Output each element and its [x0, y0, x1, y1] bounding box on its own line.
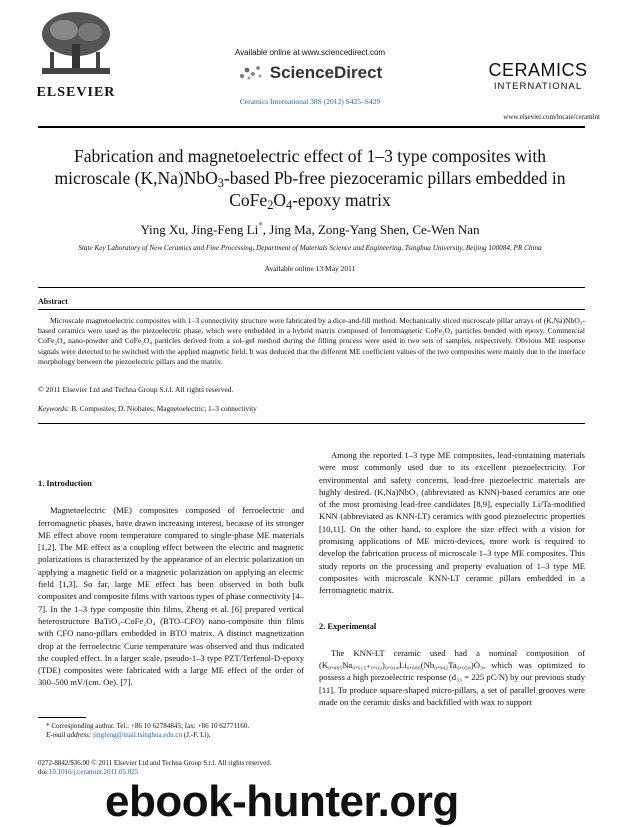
corresponding-author-mark[interactable]: * — [258, 220, 263, 231]
bottom-info — [38, 759, 358, 777]
abstract-heading: Abstract — [38, 297, 68, 306]
journal-logo — [483, 60, 593, 92]
sciencedirect-label: ScienceDirect — [269, 63, 383, 82]
sciencedirect-logo[interactable] — [160, 63, 460, 83]
journal-reference-link[interactable]: Ceramics International 38S (2012) S425–S429 — [239, 97, 381, 106]
email-link[interactable]: jingfeng@mail.tsinghua.edu.cn — [93, 731, 183, 740]
title-line-1: Fabrication and magnetoelectric effect of 1–3 type composites with — [73, 146, 547, 166]
authors-first: Ying Xu, Jing-Feng Li — [140, 222, 259, 237]
affiliation: State Key Laboratory of New Ceramics and Fine Processing, Department of Materials Science and Engineering, Tsinghua University, Beijing 100084, PR China — [78, 244, 542, 252]
elsevier-logo — [30, 8, 122, 108]
experimental-paragraph-1: The KNN-LT ceramic used had a nominal composition of (K₀.₄₈₅Na₀.₅₁₅₊₀.₀₂)₀.₉₁₄Li₀.₀₈₆(Nb₀.₉₄₂Ta₀.₀₅₈)O₃, which was optimized to possess a high piezoelectric response (d₃₃ = 225 pC/N) by our previous study [11]. To produce square-shaped micro-pillars, a set of parallel grooves were made on the ceramic disks and backfilled with wax to support — [319, 647, 585, 708]
authors-rest: , Jing Ma, Zong-Yang Shen, Ce-Wen Nan — [262, 222, 480, 237]
doi-line: doi:10.1016/j.ceramint.2011.05.025 — [38, 768, 139, 776]
keywords-list: B. Composites; D. Niobates; Magnetoelectric; 1–3 connectivity — [71, 404, 257, 413]
journal-name-line1: CERAMICS — [488, 60, 588, 80]
author-list — [40, 222, 580, 238]
abstract-copyright: © 2011 Elsevier Ltd and Techna Group S.r.l. All rights reserved. — [38, 385, 234, 394]
keywords-label: Keywords: — [38, 404, 70, 413]
email-line: E-mail address: jingfeng@mail.tsinghua.edu.cn (J.-F. Li). — [46, 731, 211, 740]
journal-name-line2: INTERNATIONAL — [493, 81, 583, 92]
introduction-heading: 1. Introduction — [38, 479, 92, 488]
publisher-name: ELSEVIER — [36, 85, 116, 100]
sciencedirect-dots-icon — [238, 64, 264, 82]
available-online-link[interactable]: Available online at www.sciencedirect.com — [234, 48, 386, 57]
abstract-top-rule — [38, 287, 585, 288]
watermark: ebook-hunter.org — [105, 777, 459, 826]
introduction-paragraph-1: Magnetoelectric (ME) composites composed of ferroelectric and ferromagnetic phases, have drawn increasing interest, because of its stronger ME effect above room temperature compared to single-phase ME materials [1,2]. The ME effect as a coupling effect between the electric and magnetic polarizations is characterized by the appearance of an electric polarization on applying a magnetic field or a magnetic polarization on applying an electric field [1,3]. So far, large ME effect has been observed in both bulk composites and composite films with various types of phase connectivity [4–7]. In the 1–3 type composite thin films, Zheng et al. [6] prepared vertical heterostructure BaTiO₃–CoFe₂O₄ (BTO–CFO) nano-composite thin films with CFO nano-pillars embedded in BTO matrix. A distinct magnetization drop at the ferroelectric Curie temperature was observed and thus indicated the coupled effect. In a larger scale, pseudo-1–3 type PZT/Terfenol-D-epoxy (TDE) composites were fabricated with a large ME effect of the order of 300–500 mV/(cm. Oe). [7]. — [38, 505, 304, 688]
keywords — [38, 404, 257, 413]
abstract-text: Microscale magnetoelectric composites with 1–3 connectivity structure were fabricated by a dice-and-fill method. Mechanically sliced microscale pillar arrays of (K,Na)NbO₃-based ceramics were used as the piezoelectric phase, which were embedded in a hybrid matrix composed of ferromagnetic CoFe₂O₄ particles bonded with epoxy. Commercial CoFe₂O₄ nano-powder and CoFe₂O₄ particles derived from a sol–gel method during the filling process were used in two sets of samples, respectively. Obvious ME response signals were detected to be switched with the applied magnetic field. It was deduced that the different ME coefficient values of the two composites were mainly due to the interface morphology between the piezoelectric pillars and the matrix. — [38, 316, 585, 366]
masthead-center — [160, 48, 460, 106]
title-line-3: $CoFe_2O_4$-epoxy matrix — [229, 190, 391, 213]
abstract-bottom-rule — [38, 423, 585, 424]
abstract-heading-rule — [38, 309, 585, 310]
journal-url[interactable]: www.elsevier.com/locate/ceramint — [503, 113, 600, 121]
right-column — [319, 449, 585, 708]
elsevier-tree-icon — [36, 8, 116, 78]
corresponding-author-note: * Corresponding author. Tel.: +86 10 62784845; fax: +86 10 62771160. — [46, 722, 250, 730]
issn-line: 0272-8842/$36.00 © 2011 Elsevier Ltd and Techna Group S.r.l. All rights reserved. — [38, 759, 272, 767]
article-title — [40, 145, 580, 211]
doi-link[interactable]: 10.1016/j.ceramint.2011.05.025 — [48, 768, 139, 776]
introduction-paragraph-2: Among the reported 1–3 type ME composites, lead-containing materials were most commonly used due to its excellent piezoelectricity. For environmental and safety concerns, lead-free piezoelectric materials are highly desired. (K,Na)NbO₃ (abbreviated as KNN)-based ceramics are one of the most promising lead-free candidates [8,9], especially Li/Ta-modified KNN (abbreviated as KNN-LT) ceramics with good piezoelectric properties [10,11]. On the other hand, to explore the size effect with a vision for promising applications of ME micro-devices, more work is required to develop the fabrication process of microscale 1–3 type ME composites. This study reports on the processing and property evaluation of 1–3 type ME composites with microscale KNN-LT ceramic pillars embedded in a ferromagnetic matrix. — [319, 450, 585, 596]
title-line-2: microscale (K,Na)NbO$_3$-based Pb-free piezoceramic pillars embedded in — [54, 168, 566, 191]
experimental-heading: 2. Experimental — [319, 621, 377, 631]
footnote — [38, 722, 318, 741]
header-divider — [38, 126, 585, 128]
left-column — [38, 478, 304, 689]
available-online-date: Available online 13 May 2011 — [264, 264, 356, 273]
footnote-rule — [38, 717, 86, 718]
